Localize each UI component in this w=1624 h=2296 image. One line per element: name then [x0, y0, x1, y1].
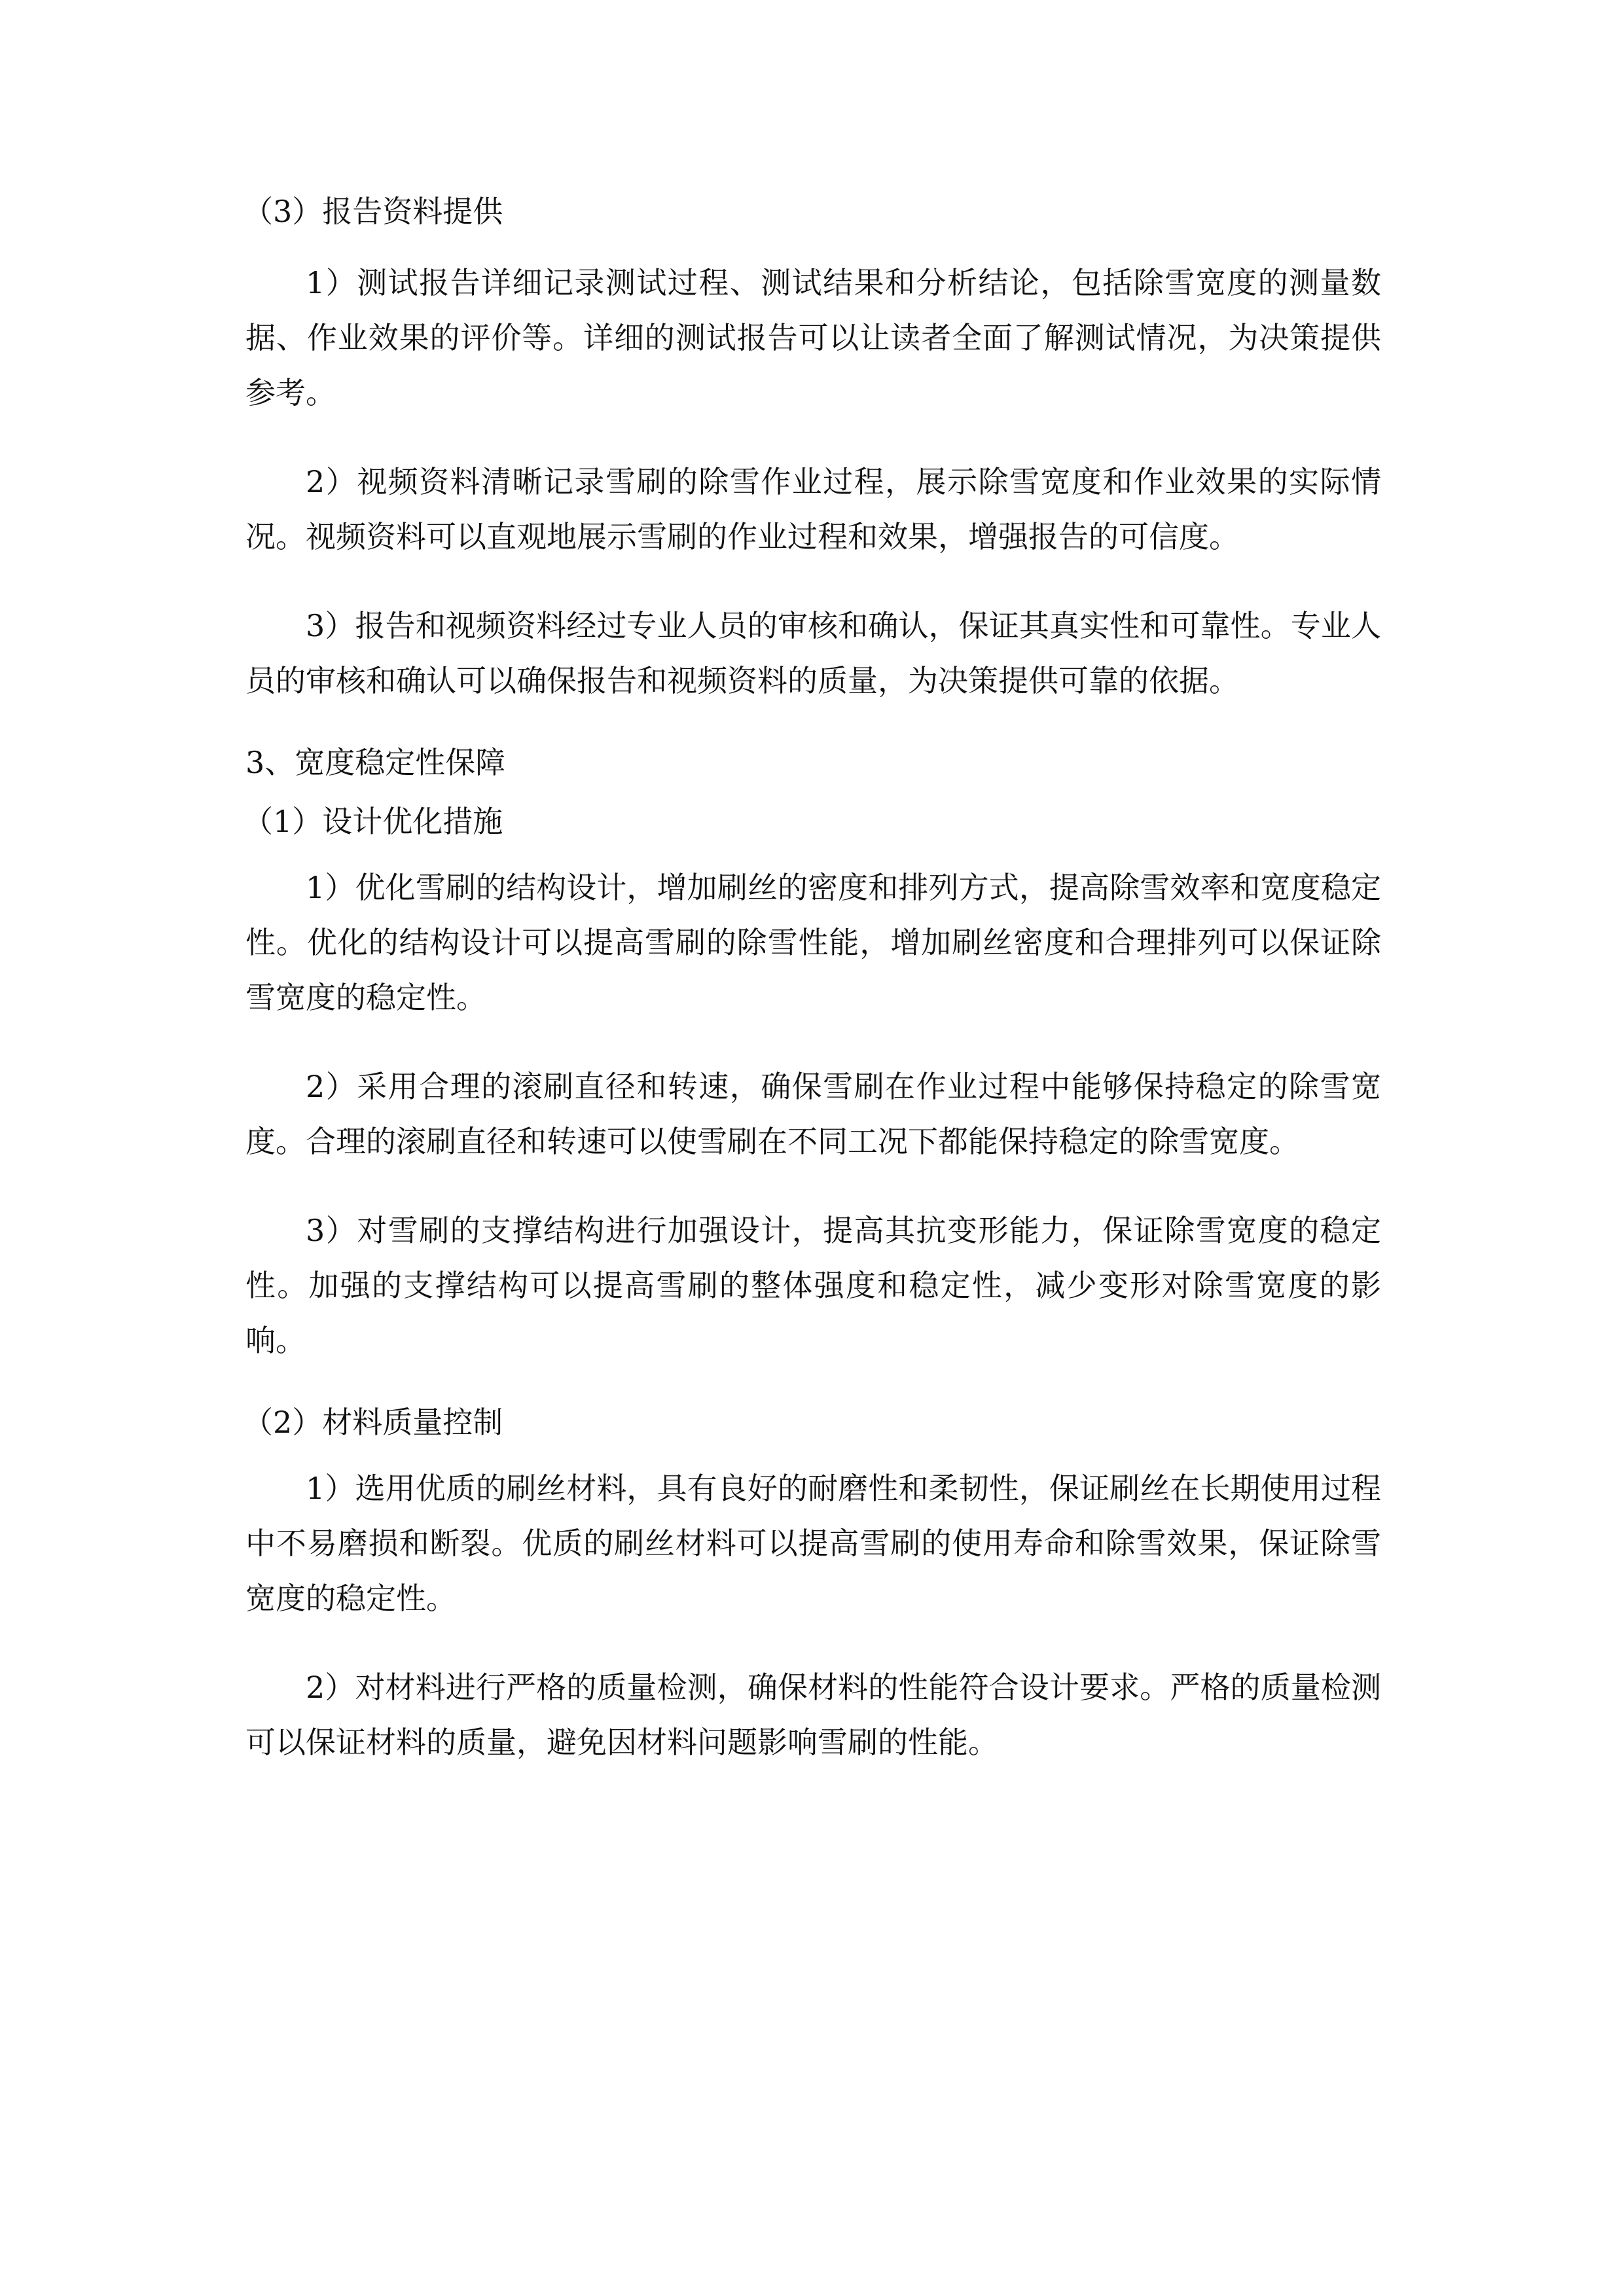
paragraph-report-1: 1）测试报告详细记录测试过程、测试结果和分析结论，包括除雪宽度的测量数据、作业效果的评价等。详细的测试报告可以让读者全面了解测试情况，为决策提供参考。 — [245, 265, 1381, 410]
paragraph-material-2: 2）对材料进行严格的质量检测，确保材料的性能符合设计要求。严格的质量检测可以保证材料的质量，避免因材料问题影响雪刷的性能。 — [245, 1670, 1381, 1760]
paragraph-design-2: 2）采用合理的滚刷直径和转速，确保雪刷在作业过程中能够保持稳定的除雪宽度。合理的滚刷直径和转速可以使雪刷在不同工况下都能保持稳定的除雪宽度。 — [245, 1069, 1381, 1159]
section-heading-material-quality: （2）材料质量控制 — [243, 1405, 503, 1440]
paragraph-design-1: 1）优化雪刷的结构设计，增加刷丝的密度和排列方式，提高除雪效率和宽度稳定性。优化的结构设计可以提高雪刷的除雪性能，增加刷丝密度和合理排列可以保证除雪宽度的稳定性。 — [245, 870, 1381, 1015]
paragraph-report-3: 3）报告和视频资料经过专业人员的审核和确认，保证其真实性和可靠性。专业人员的审核和确认可以确保报告和视频资料的质量，为决策提供可靠的依据。 — [245, 608, 1381, 698]
paragraph-material-1: 1）选用优质的刷丝材料，具有良好的耐磨性和柔韧性，保证刷丝在长期使用过程中不易磨损和断裂。优质的刷丝材料可以提高雪刷的使用寿命和除雪效果，保证除雪宽度的稳定性。 — [245, 1471, 1381, 1616]
section-heading-width-stability: 3、宽度稳定性保障 — [245, 745, 506, 780]
document-body — [245, 191, 1381, 1770]
section-heading-report-materials: （3）报告资料提供 — [243, 194, 503, 229]
paragraph-report-2: 2）视频资料清晰记录雪刷的除雪作业过程，展示除雪宽度和作业效果的实际情况。视频资料可以直观地展示雪刷的作业过程和效果，增强报告的可信度。 — [245, 464, 1381, 554]
section-heading-design-optimization: （1）设计优化措施 — [243, 804, 503, 839]
paragraph-design-3: 3）对雪刷的支撑结构进行加强设计，提高其抗变形能力，保证除雪宽度的稳定性。加强的支撑结构可以提高雪刷的整体强度和稳定性，减少变形对除雪宽度的影响。 — [245, 1213, 1381, 1358]
